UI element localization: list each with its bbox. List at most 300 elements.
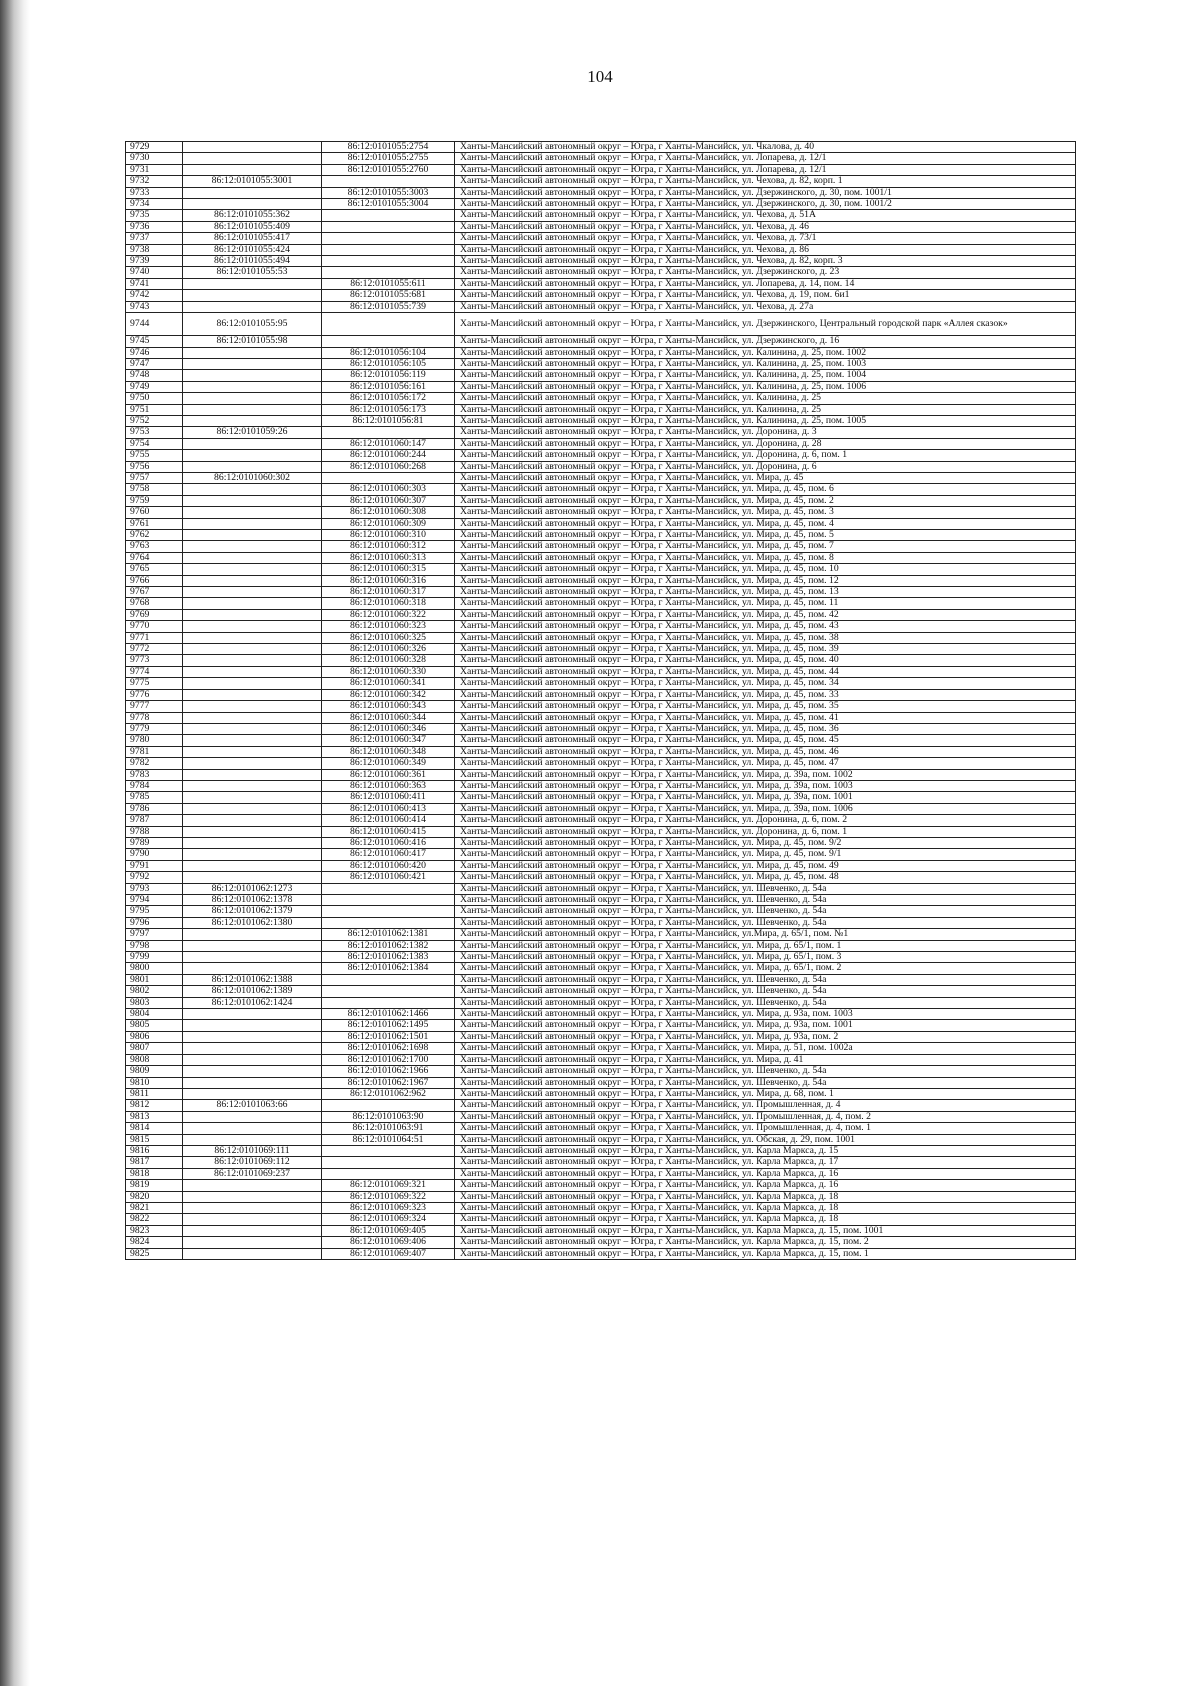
table-row <box>126 142 1076 153</box>
address-cell: Ханты-Мансийский автономный округ – Югра, г Ханты-Мансийск, ул. Мира, д. 45, пом. 34 <box>455 678 1076 689</box>
premises-cadastral-cell: 86:12:0101060:346 <box>322 723 455 734</box>
land-cadastral-cell <box>183 290 322 301</box>
table-row <box>126 723 1076 734</box>
table-row <box>126 290 1076 301</box>
land-cadastral-cell <box>183 963 322 974</box>
premises-cadastral-cell <box>322 1168 455 1179</box>
table-row <box>126 917 1076 928</box>
table-row <box>126 1191 1076 1202</box>
premises-cadastral-cell: 86:12:0101062:1966 <box>322 1066 455 1077</box>
address-cell: Ханты-Мансийский автономный округ – Югра, г Ханты-Мансийск, ул. Доронина, д. 6, пом. 1 <box>455 450 1076 461</box>
address-cell: Ханты-Мансийский автономный округ – Югра, г Ханты-Мансийск, ул. Калинина, д. 25, пом. 1003 <box>455 358 1076 369</box>
land-cadastral-cell <box>183 735 322 746</box>
land-cadastral-cell <box>183 666 322 677</box>
land-cadastral-cell <box>183 1066 322 1077</box>
table-row <box>126 837 1076 848</box>
premises-cadastral-cell: 86:12:0101056:104 <box>322 347 455 358</box>
premises-cadastral-cell: 86:12:0101055:2754 <box>322 142 455 153</box>
premises-cadastral-cell: 86:12:0101062:1495 <box>322 1020 455 1031</box>
land-cadastral-cell <box>183 746 322 757</box>
land-cadastral-cell <box>183 689 322 700</box>
address-cell: Ханты-Мансийский автономный округ – Югра, г Ханты-Мансийск, ул. Мира, д. 39а, пом. 1003 <box>455 780 1076 791</box>
table-row <box>126 278 1076 289</box>
address-cell: Ханты-Мансийский автономный округ – Югра, г Ханты-Мансийск, ул. Шевченко, д. 54а <box>455 1077 1076 1088</box>
premises-cadastral-cell: 86:12:0101060:312 <box>322 541 455 552</box>
row-number-cell: 9766 <box>126 575 183 586</box>
table-row <box>126 678 1076 689</box>
land-cadastral-cell <box>183 1214 322 1225</box>
address-cell: Ханты-Мансийский автономный округ – Югра, г Ханты-Мансийск, ул. Мира, д. 45, пом. 13 <box>455 587 1076 598</box>
land-cadastral-cell <box>183 609 322 620</box>
row-number-cell: 9804 <box>126 1009 183 1020</box>
table-row <box>126 370 1076 381</box>
table-row <box>126 221 1076 232</box>
table-row <box>126 347 1076 358</box>
table-row <box>126 393 1076 404</box>
land-cadastral-cell <box>183 1054 322 1065</box>
row-number-cell: 9820 <box>126 1191 183 1202</box>
address-cell: Ханты-Мансийский автономный округ – Югра, г Ханты-Мансийск, ул. Мира, д. 45, пом. 45 <box>455 735 1076 746</box>
property-table <box>125 141 1076 1260</box>
land-cadastral-cell <box>183 347 322 358</box>
premises-cadastral-cell: 86:12:0101063:91 <box>322 1123 455 1134</box>
land-cadastral-cell <box>183 1111 322 1122</box>
table-row <box>126 530 1076 541</box>
premises-cadastral-cell: 86:12:0101060:315 <box>322 564 455 575</box>
premises-cadastral-cell: 86:12:0101060:344 <box>322 712 455 723</box>
land-cadastral-cell <box>183 1202 322 1213</box>
row-number-cell: 9761 <box>126 518 183 529</box>
table-row <box>126 1168 1076 1179</box>
row-number-cell: 9747 <box>126 358 183 369</box>
premises-cadastral-cell <box>322 210 455 221</box>
land-cadastral-cell: 86:12:0101062:1389 <box>183 986 322 997</box>
address-cell: Ханты-Мансийский автономный округ – Югра, г Ханты-Мансийск, ул. Чкалова, д. 40 <box>455 142 1076 153</box>
row-number-cell: 9811 <box>126 1088 183 1099</box>
address-cell: Ханты-Мансийский автономный округ – Югра, г Ханты-Мансийск, ул. Мира, д. 93а, пом. 2 <box>455 1031 1076 1042</box>
premises-cadastral-cell: 86:12:0101060:330 <box>322 666 455 677</box>
address-cell: Ханты-Мансийский автономный округ – Югра, г Ханты-Мансийск, ул. Калинина, д. 25 <box>455 404 1076 415</box>
row-number-cell: 9734 <box>126 199 183 210</box>
table-row <box>126 929 1076 940</box>
premises-cadastral-cell: 86:12:0101055:681 <box>322 290 455 301</box>
premises-cadastral-cell <box>322 313 455 336</box>
address-cell: Ханты-Мансийский автономный округ – Югра, г Ханты-Мансийск, ул. Карла Маркса, д. 16 <box>455 1180 1076 1191</box>
address-cell: Ханты-Мансийский автономный округ – Югра, г Ханты-Мансийск, ул. Промышленная, д. 4 <box>455 1100 1076 1111</box>
row-number-cell: 9750 <box>126 393 183 404</box>
row-number-cell: 9792 <box>126 872 183 883</box>
premises-cadastral-cell <box>322 917 455 928</box>
table-row <box>126 199 1076 210</box>
land-cadastral-cell <box>183 826 322 837</box>
land-cadastral-cell <box>183 381 322 392</box>
table-row <box>126 1180 1076 1191</box>
premises-cadastral-cell: 86:12:0101056:172 <box>322 393 455 404</box>
table-row <box>126 244 1076 255</box>
address-cell: Ханты-Мансийский автономный округ – Югра, г Ханты-Мансийск, ул. Мира, д. 65/1, пом. 2 <box>455 963 1076 974</box>
premises-cadastral-cell: 86:12:0101069:321 <box>322 1180 455 1191</box>
table-row <box>126 1031 1076 1042</box>
table-row <box>126 621 1076 632</box>
premises-cadastral-cell: 86:12:0101060:147 <box>322 438 455 449</box>
premises-cadastral-cell: 86:12:0101060:303 <box>322 484 455 495</box>
table-row <box>126 564 1076 575</box>
land-cadastral-cell <box>183 1031 322 1042</box>
table-row <box>126 472 1076 483</box>
address-cell: Ханты-Мансийский автономный округ – Югра, г Ханты-Мансийск, ул. Шевченко, д. 54а <box>455 917 1076 928</box>
premises-cadastral-cell: 86:12:0101069:406 <box>322 1237 455 1248</box>
row-number-cell: 9773 <box>126 655 183 666</box>
row-number-cell: 9825 <box>126 1248 183 1259</box>
address-cell: Ханты-Мансийский автономный округ – Югра, г Ханты-Мансийск, ул. Мира, д. 93а, пом. 1003 <box>455 1009 1076 1020</box>
row-number-cell: 9803 <box>126 997 183 1008</box>
address-cell: Ханты-Мансийский автономный округ – Югра, г Ханты-Мансийск, ул. Калинина, д. 25, пом. 1006 <box>455 381 1076 392</box>
premises-cadastral-cell <box>322 1100 455 1111</box>
row-number-cell: 9737 <box>126 233 183 244</box>
land-cadastral-cell <box>183 644 322 655</box>
land-cadastral-cell <box>183 1134 322 1145</box>
land-cadastral-cell <box>183 358 322 369</box>
land-cadastral-cell: 86:12:0101055:494 <box>183 256 322 267</box>
land-cadastral-cell: 86:12:0101069:111 <box>183 1145 322 1156</box>
land-cadastral-cell <box>183 575 322 586</box>
land-cadastral-cell <box>183 393 322 404</box>
row-number-cell: 9777 <box>126 701 183 712</box>
land-cadastral-cell <box>183 484 322 495</box>
premises-cadastral-cell <box>322 233 455 244</box>
address-cell: Ханты-Мансийский автономный округ – Югра, г Ханты-Мансийск, ул. Доронина, д. 6, пом. 2 <box>455 815 1076 826</box>
land-cadastral-cell: 86:12:0101063:66 <box>183 1100 322 1111</box>
address-cell: Ханты-Мансийский автономный округ – Югра, г Ханты-Мансийск, ул. Промышленная, д. 4, пом. 1 <box>455 1123 1076 1134</box>
row-number-cell: 9758 <box>126 484 183 495</box>
row-number-cell: 9806 <box>126 1031 183 1042</box>
row-number-cell: 9764 <box>126 552 183 563</box>
table-row <box>126 404 1076 415</box>
address-cell: Ханты-Мансийский автономный округ – Югра, г Ханты-Мансийск, ул. Чехова, д. 82, корп. 3 <box>455 256 1076 267</box>
address-cell: Ханты-Мансийский автономный округ – Югра, г Ханты-Мансийск, ул. Мира, д. 45, пом. 39 <box>455 644 1076 655</box>
premises-cadastral-cell: 86:12:0101060:416 <box>322 837 455 848</box>
table-row <box>126 381 1076 392</box>
land-cadastral-cell <box>183 837 322 848</box>
row-number-cell: 9779 <box>126 723 183 734</box>
table-row <box>126 758 1076 769</box>
row-number-cell: 9769 <box>126 609 183 620</box>
row-number-cell: 9796 <box>126 917 183 928</box>
row-number-cell: 9762 <box>126 530 183 541</box>
land-cadastral-cell <box>183 792 322 803</box>
address-cell: Ханты-Мансийский автономный округ – Югра, г Ханты-Мансийск, ул. Доронина, д. 6 <box>455 461 1076 472</box>
land-cadastral-cell <box>183 199 322 210</box>
premises-cadastral-cell: 86:12:0101060:325 <box>322 632 455 643</box>
address-cell: Ханты-Мансийский автономный округ – Югра, г Ханты-Мансийск, ул. Мира, д. 45, пом. 11 <box>455 598 1076 609</box>
address-cell: Ханты-Мансийский автономный округ – Югра, г Ханты-Мансийск, ул. Мира, д. 45, пом. 48 <box>455 872 1076 883</box>
land-cadastral-cell <box>183 587 322 598</box>
land-cadastral-cell <box>183 632 322 643</box>
address-cell: Ханты-Мансийский автономный округ – Югра, г Ханты-Мансийск, ул. Мира, д. 45, пом. 35 <box>455 701 1076 712</box>
row-number-cell: 9821 <box>126 1202 183 1213</box>
land-cadastral-cell: 86:12:0101055:95 <box>183 313 322 336</box>
premises-cadastral-cell <box>322 244 455 255</box>
land-cadastral-cell <box>183 164 322 175</box>
premises-cadastral-cell: 86:12:0101062:1698 <box>322 1043 455 1054</box>
address-cell: Ханты-Мансийский автономный округ – Югра, г Ханты-Мансийск, ул. Мира, д. 45, пом. 43 <box>455 621 1076 632</box>
address-cell: Ханты-Мансийский автономный округ – Югра, г Ханты-Мансийск, ул. Доронина, д. 6, пом. 1 <box>455 826 1076 837</box>
premises-cadastral-cell: 86:12:0101069:323 <box>322 1202 455 1213</box>
row-number-cell: 9817 <box>126 1157 183 1168</box>
table-row <box>126 803 1076 814</box>
address-cell: Ханты-Мансийский автономный округ – Югра, г Ханты-Мансийск, ул. Мира, д. 41 <box>455 1054 1076 1065</box>
address-cell: Ханты-Мансийский автономный округ – Югра, г Ханты-Мансийск, ул. Мира, д. 45, пом. 2 <box>455 495 1076 506</box>
premises-cadastral-cell: 86:12:0101060:417 <box>322 849 455 860</box>
address-cell: Ханты-Мансийский автономный округ – Югра, г Ханты-Мансийск, ул. Мира, д. 68, пом. 1 <box>455 1088 1076 1099</box>
premises-cadastral-cell: 86:12:0101060:342 <box>322 689 455 700</box>
address-cell: Ханты-Мансийский автономный округ – Югра, г Ханты-Мансийск, ул. Карла Маркса, д. 15, пом. 1001 <box>455 1225 1076 1236</box>
premises-cadastral-cell <box>322 336 455 347</box>
table-row <box>126 484 1076 495</box>
address-cell: Ханты-Мансийский автономный округ – Югра, г Ханты-Мансийск, ул. Чехова, д. 46 <box>455 221 1076 232</box>
land-cadastral-cell <box>183 438 322 449</box>
row-number-cell: 9753 <box>126 427 183 438</box>
table-row <box>126 780 1076 791</box>
land-cadastral-cell <box>183 929 322 940</box>
table-row <box>126 153 1076 164</box>
row-number-cell: 9775 <box>126 678 183 689</box>
row-number-cell: 9802 <box>126 986 183 997</box>
address-cell: Ханты-Мансийский автономный округ – Югра, г Ханты-Мансийск, ул. Карла Маркса, д. 17 <box>455 1157 1076 1168</box>
table-row <box>126 450 1076 461</box>
premises-cadastral-cell: 86:12:0101060:307 <box>322 495 455 506</box>
land-cadastral-cell <box>183 1009 322 1020</box>
table-row <box>126 267 1076 278</box>
address-cell: Ханты-Мансийский автономный округ – Югра, г Ханты-Мансийск, ул. Промышленная, д. 4, пом. 2 <box>455 1111 1076 1122</box>
premises-cadastral-cell: 86:12:0101060:347 <box>322 735 455 746</box>
address-cell: Ханты-Мансийский автономный округ – Югра, г Ханты-Мансийск, ул. Мира, д. 45, пом. 36 <box>455 723 1076 734</box>
land-cadastral-cell <box>183 518 322 529</box>
table-row <box>126 164 1076 175</box>
address-cell: Ханты-Мансийский автономный округ – Югра, г Ханты-Мансийск, ул. Мира, д. 93а, пом. 1001 <box>455 1020 1076 1031</box>
premises-cadastral-cell: 86:12:0101060:318 <box>322 598 455 609</box>
premises-cadastral-cell: 86:12:0101060:420 <box>322 860 455 871</box>
premises-cadastral-cell: 86:12:0101060:361 <box>322 769 455 780</box>
premises-cadastral-cell: 86:12:0101060:413 <box>322 803 455 814</box>
row-number-cell: 9749 <box>126 381 183 392</box>
table-row <box>126 1134 1076 1145</box>
premises-cadastral-cell <box>322 974 455 985</box>
row-number-cell: 9786 <box>126 803 183 814</box>
premises-cadastral-cell: 86:12:0101060:308 <box>322 507 455 518</box>
address-cell: Ханты-Мансийский автономный округ – Югра, г Ханты-Мансийск, ул. Карла Маркса, д. 18 <box>455 1202 1076 1213</box>
premises-cadastral-cell: 86:12:0101060:363 <box>322 780 455 791</box>
table-row <box>126 826 1076 837</box>
land-cadastral-cell <box>183 187 322 198</box>
table-row <box>126 746 1076 757</box>
row-number-cell: 9783 <box>126 769 183 780</box>
address-cell: Ханты-Мансийский автономный округ – Югра, г Ханты-Мансийск, ул. Лопарева, д. 12/1 <box>455 164 1076 175</box>
row-number-cell: 9748 <box>126 370 183 381</box>
table-row <box>126 860 1076 871</box>
table-row <box>126 518 1076 529</box>
row-number-cell: 9787 <box>126 815 183 826</box>
address-cell: Ханты-Мансийский автономный округ – Югра, г Ханты-Мансийск, ул. Мира, д. 39а, пом. 1006 <box>455 803 1076 814</box>
table-row <box>126 598 1076 609</box>
address-cell: Ханты-Мансийский автономный округ – Югра, г Ханты-Мансийск, ул. Мира, д. 45, пом. 44 <box>455 666 1076 677</box>
premises-cadastral-cell: 86:12:0101060:415 <box>322 826 455 837</box>
row-number-cell: 9751 <box>126 404 183 415</box>
address-cell: Ханты-Мансийский автономный округ – Югра, г Ханты-Мансийск, ул. Шевченко, д. 54а <box>455 974 1076 985</box>
land-cadastral-cell: 86:12:0101055:362 <box>183 210 322 221</box>
row-number-cell: 9735 <box>126 210 183 221</box>
row-number-cell: 9755 <box>126 450 183 461</box>
table-row <box>126 1145 1076 1156</box>
table-row <box>126 849 1076 860</box>
premises-cadastral-cell <box>322 906 455 917</box>
address-cell: Ханты-Мансийский автономный округ – Югра, г Ханты-Мансийск, ул. Мира, д. 45 <box>455 472 1076 483</box>
land-cadastral-cell <box>183 153 322 164</box>
row-number-cell: 9745 <box>126 336 183 347</box>
table-row <box>126 940 1076 951</box>
row-number-cell: 9791 <box>126 860 183 871</box>
premises-cadastral-cell: 86:12:0101060:328 <box>322 655 455 666</box>
row-number-cell: 9823 <box>126 1225 183 1236</box>
address-cell: Ханты-Мансийский автономный округ – Югра, г Ханты-Мансийск, ул. Мира, д. 45, пом. 10 <box>455 564 1076 575</box>
land-cadastral-cell <box>183 142 322 153</box>
premises-cadastral-cell: 86:12:0101060:414 <box>322 815 455 826</box>
row-number-cell: 9809 <box>126 1066 183 1077</box>
row-number-cell: 9759 <box>126 495 183 506</box>
address-cell: Ханты-Мансийский автономный округ – Югра, г Ханты-Мансийск, ул. Дзержинского, Центральный городской парк «Аллея сказок» <box>455 313 1076 336</box>
table-row <box>126 210 1076 221</box>
row-number-cell: 9732 <box>126 176 183 187</box>
table-row <box>126 1077 1076 1088</box>
table-row <box>126 415 1076 426</box>
row-number-cell: 9785 <box>126 792 183 803</box>
land-cadastral-cell <box>183 278 322 289</box>
table-row <box>126 1066 1076 1077</box>
premises-cadastral-cell: 86:12:0101060:323 <box>322 621 455 632</box>
land-cadastral-cell <box>183 621 322 632</box>
address-cell: Ханты-Мансийский автономный округ – Югра, г Ханты-Мансийск, ул. Мира, д. 45, пом. 8 <box>455 552 1076 563</box>
table-row <box>126 712 1076 723</box>
row-number-cell: 9799 <box>126 952 183 963</box>
row-number-cell: 9765 <box>126 564 183 575</box>
table-row <box>126 187 1076 198</box>
land-cadastral-cell: 86:12:0101055:409 <box>183 221 322 232</box>
table-row <box>126 632 1076 643</box>
table-row <box>126 1237 1076 1248</box>
address-cell: Ханты-Мансийский автономный округ – Югра, г Ханты-Мансийск, ул. Чехова, д. 73/1 <box>455 233 1076 244</box>
premises-cadastral-cell: 86:12:0101060:326 <box>322 644 455 655</box>
land-cadastral-cell: 86:12:0101059:26 <box>183 427 322 438</box>
row-number-cell: 9790 <box>126 849 183 860</box>
land-cadastral-cell: 86:12:0101055:53 <box>183 267 322 278</box>
row-number-cell: 9730 <box>126 153 183 164</box>
premises-cadastral-cell <box>322 1157 455 1168</box>
address-cell: Ханты-Мансийский автономный округ – Югра, г Ханты-Мансийск, ул. Чехова, д. 82, корп. 1 <box>455 176 1076 187</box>
table-row <box>126 792 1076 803</box>
table-row <box>126 313 1076 336</box>
row-number-cell: 9805 <box>126 1020 183 1031</box>
premises-cadastral-cell <box>322 986 455 997</box>
premises-cadastral-cell: 86:12:0101060:421 <box>322 872 455 883</box>
row-number-cell: 9739 <box>126 256 183 267</box>
row-number-cell: 9784 <box>126 780 183 791</box>
land-cadastral-cell: 86:12:0101062:1380 <box>183 917 322 928</box>
premises-cadastral-cell <box>322 472 455 483</box>
address-cell: Ханты-Мансийский автономный округ – Югра, г Ханты-Мансийск, ул. Мира, д. 39а, пом. 1002 <box>455 769 1076 780</box>
address-cell: Ханты-Мансийский автономный округ – Югра, г Ханты-Мансийск, ул. Карла Маркса, д. 15, пом. 2 <box>455 1237 1076 1248</box>
land-cadastral-cell <box>183 541 322 552</box>
premises-cadastral-cell: 86:12:0101062:1501 <box>322 1031 455 1042</box>
land-cadastral-cell <box>183 860 322 871</box>
table-row <box>126 541 1076 552</box>
address-cell: Ханты-Мансийский автономный округ – Югра, г Ханты-Мансийск, ул. Доронина, д. 3 <box>455 427 1076 438</box>
address-cell: Ханты-Мансийский автономный округ – Югра, г Ханты-Мансийск, ул. Шевченко, д. 54а <box>455 883 1076 894</box>
land-cadastral-cell <box>183 872 322 883</box>
land-cadastral-cell <box>183 1123 322 1134</box>
land-cadastral-cell: 86:12:0101055:417 <box>183 233 322 244</box>
row-number-cell: 9815 <box>126 1134 183 1145</box>
row-number-cell: 9782 <box>126 758 183 769</box>
table-row <box>126 552 1076 563</box>
table-row <box>126 974 1076 985</box>
address-cell: Ханты-Мансийский автономный округ – Югра, г Ханты-Мансийск, ул. Мира, д. 45, пом. 3 <box>455 507 1076 518</box>
land-cadastral-cell: 86:12:0101060:302 <box>183 472 322 483</box>
row-number-cell: 9781 <box>126 746 183 757</box>
land-cadastral-cell <box>183 780 322 791</box>
address-cell: Ханты-Мансийский автономный округ – Югра, г Ханты-Мансийск, ул. Мира, д. 45, пом. 12 <box>455 575 1076 586</box>
row-number-cell: 9819 <box>126 1180 183 1191</box>
row-number-cell: 9793 <box>126 883 183 894</box>
table-row <box>126 609 1076 620</box>
land-cadastral-cell <box>183 769 322 780</box>
row-number-cell: 9731 <box>126 164 183 175</box>
premises-cadastral-cell: 86:12:0101069:407 <box>322 1248 455 1259</box>
address-cell: Ханты-Мансийский автономный округ – Югра, г Ханты-Мансийск, ул. Шевченко, д. 54а <box>455 1066 1076 1077</box>
land-cadastral-cell: 86:12:0101055:3001 <box>183 176 322 187</box>
land-cadastral-cell <box>183 507 322 518</box>
row-number-cell: 9808 <box>126 1054 183 1065</box>
premises-cadastral-cell: 86:12:0101060:313 <box>322 552 455 563</box>
land-cadastral-cell <box>183 701 322 712</box>
row-number-cell: 9772 <box>126 644 183 655</box>
land-cadastral-cell <box>183 803 322 814</box>
row-number-cell: 9743 <box>126 301 183 312</box>
row-number-cell: 9789 <box>126 837 183 848</box>
premises-cadastral-cell <box>322 1145 455 1156</box>
row-number-cell: 9807 <box>126 1043 183 1054</box>
table-row <box>126 358 1076 369</box>
row-number-cell: 9774 <box>126 666 183 677</box>
row-number-cell: 9788 <box>126 826 183 837</box>
land-cadastral-cell: 86:12:0101069:237 <box>183 1168 322 1179</box>
address-cell: Ханты-Мансийский автономный округ – Югра, г Ханты-Мансийск, ул. Мира, д. 45, пом. 47 <box>455 758 1076 769</box>
premises-cadastral-cell: 86:12:0101056:81 <box>322 415 455 426</box>
address-cell: Ханты-Мансийский автономный округ – Югра, г Ханты-Мансийск, ул. Лопарева, д. 12/1 <box>455 153 1076 164</box>
table-row <box>126 427 1076 438</box>
premises-cadastral-cell: 86:12:0101062:1384 <box>322 963 455 974</box>
premises-cadastral-cell: 86:12:0101062:1381 <box>322 929 455 940</box>
land-cadastral-cell: 86:12:0101062:1388 <box>183 974 322 985</box>
row-number-cell: 9818 <box>126 1168 183 1179</box>
table-row <box>126 906 1076 917</box>
table-row <box>126 895 1076 906</box>
land-cadastral-cell <box>183 940 322 951</box>
premises-cadastral-cell: 86:12:0101055:2755 <box>322 153 455 164</box>
land-cadastral-cell: 86:12:0101062:1424 <box>183 997 322 1008</box>
premises-cadastral-cell: 86:12:0101060:309 <box>322 518 455 529</box>
premises-cadastral-cell: 86:12:0101069:322 <box>322 1191 455 1202</box>
row-number-cell: 9801 <box>126 974 183 985</box>
